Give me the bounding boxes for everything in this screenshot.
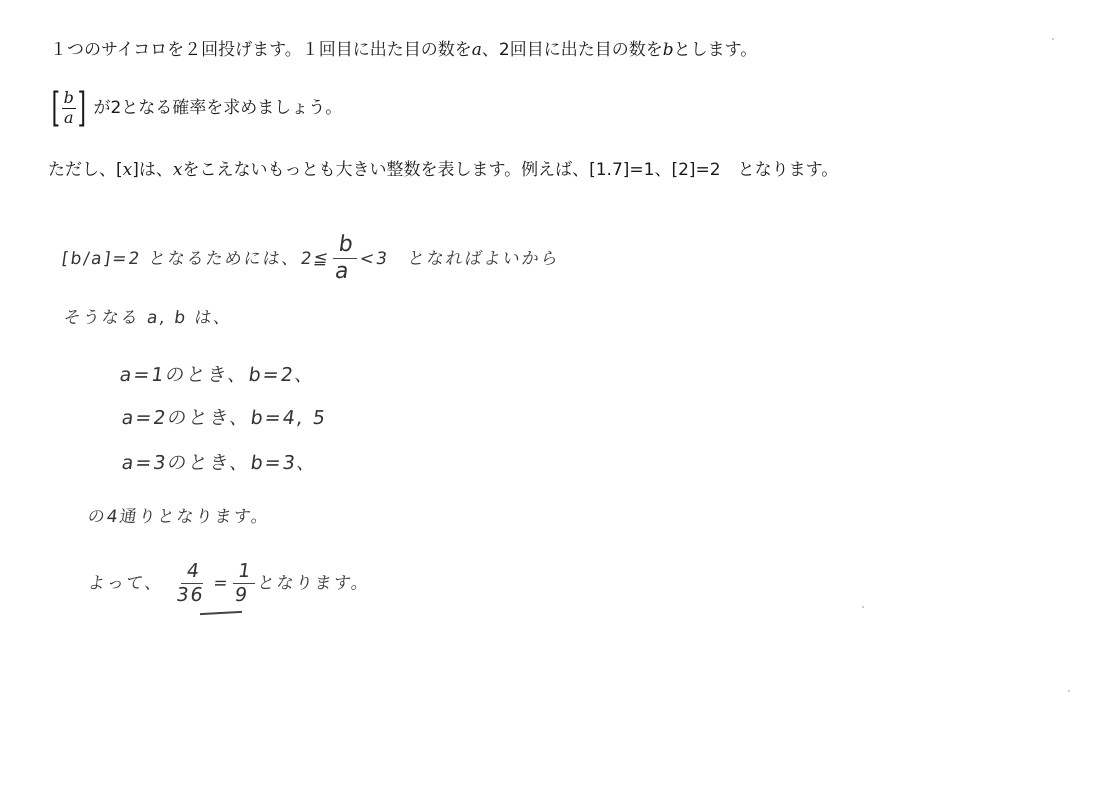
scan-speck (862, 606, 864, 608)
problem-line3-text-b: ]は、 (132, 160, 173, 180)
problem-line-1 (50, 40, 757, 60)
fraction-b-over-a (62, 89, 76, 127)
fraction-4-over-36 (171, 560, 214, 607)
solution-l1-mid: となるためには、2≦ (147, 248, 332, 269)
fraction-9-denominator: 9 (233, 583, 251, 606)
solution-line-3: a=1のとき、b=2、 (118, 364, 318, 386)
solution-line-5: a=3のとき、b=3、 (120, 452, 320, 474)
solution-line-4: a=2のとき、b=4, 5 (120, 407, 329, 429)
fraction-36-denominator: 36 (174, 583, 207, 606)
problem-line-2 (48, 85, 343, 131)
problem-line2-text: が2となる確率を求めましょう。 (93, 97, 343, 118)
floor-fraction (48, 85, 343, 131)
variable-b: b (662, 40, 674, 60)
problem-line3-text-c: をこえないもっとも大きい整数を表します。例えば、[1.7]=1、[2]=2 となります。 (182, 160, 839, 180)
problem-line1-text-a: １つのサイコロを２回投げます。１回目に出た目の数を (50, 40, 472, 60)
variable-x-2: x (172, 160, 183, 180)
problem-line3-text-a: ただし、[ (48, 160, 123, 180)
variable-x: x (122, 160, 133, 180)
equals-sign: = (211, 573, 231, 594)
solution-l7-tail: となります。 (256, 573, 372, 594)
fraction-numerator: b (63, 88, 74, 108)
problem-line1-text-b: 、2回目に出た目の数を (481, 40, 663, 60)
fraction-4-numerator: 4 (181, 560, 206, 584)
variable-a: a (471, 40, 482, 60)
solution-l1-denominator: a (333, 259, 353, 285)
solution-fraction-b-over-a (329, 232, 361, 286)
problem-line1-text-c: とします。 (673, 40, 758, 60)
solution-l1-head: [b/a]=2 (60, 248, 143, 269)
solution-line-2: そうなる a, b は、 (62, 308, 234, 328)
solution-line-7 (85, 560, 374, 607)
fraction-1-numerator: 1 (232, 560, 257, 584)
solution-l7-head: よって、 (86, 573, 166, 594)
problem-line-3 (48, 160, 838, 180)
solution-l1-numerator: b (333, 232, 361, 259)
scan-speck (1068, 690, 1070, 692)
right-bracket-icon: ] (77, 85, 86, 131)
left-bracket-icon: [ (51, 85, 61, 131)
fraction-denominator: a (63, 107, 74, 127)
solution-l1-tail: <3 となればよいから (358, 248, 562, 269)
answer-underline (200, 611, 242, 615)
scan-speck (1052, 38, 1054, 40)
fraction-1-over-9 (229, 560, 258, 607)
solution-line-6: の4通りとなります。 (86, 507, 272, 527)
solution-line-1 (58, 232, 563, 286)
